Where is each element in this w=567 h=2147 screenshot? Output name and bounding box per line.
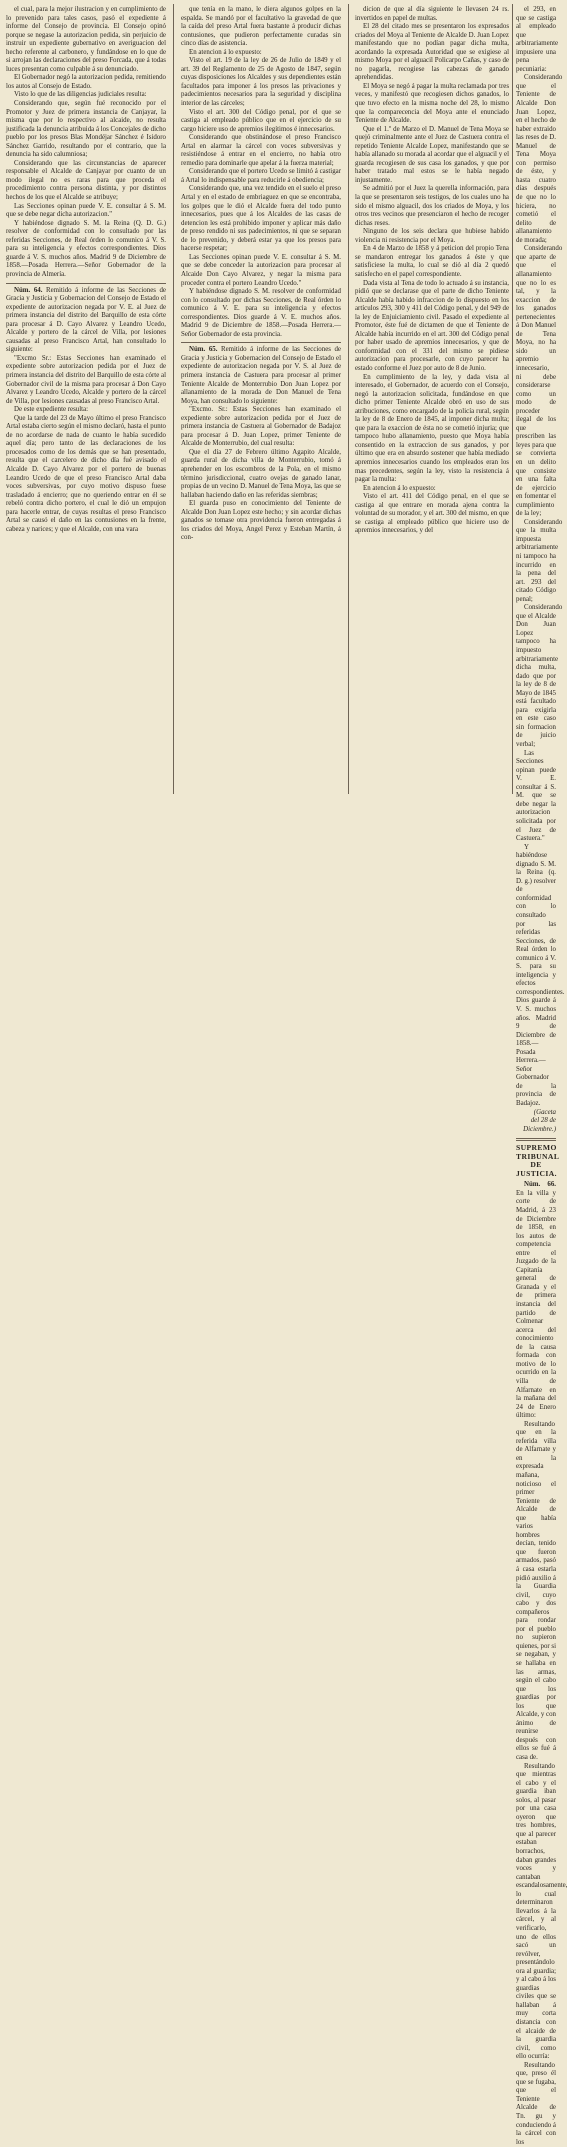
paragraph: el 293, en que se castiga al empleado que arbitrariamente impusiere una pena pecuniaria: — [516, 6, 559, 73]
article-text: Remitido á informe de las Secciones de Gracia y Justicia y Gobernacion del Consejo de Estado el expediente de autorizacion negada por V. E. al Juez de primera instancia del distrito del Barquillo de esta córte para procesar á D. Cayo Alvarez y Leandro Ucedo, Alcalde y portero de la cárcel de Villa, por lesiones causadas al preso Francisco Artal, han consultado lo siguiente: — [6, 286, 166, 354]
paragraph: Y habiéndose dignado S. M. la Reina (Q. D. G.) resolver de conformidad con lo consultado por las referidas Secciones, de Real órden lo comunico á V. S. para su inteligencia y efectos correspondientes. Dios guarde á V. S. muchos años. Madrid 9 de Diciembre de 1858.—Posada Herrera.—Señor Gobernador de la provincia de Almería. — [6, 219, 166, 278]
paragraph: El Moya se negó á pagar la multa reclamada por tres veces, y manifestó que recogiesen dichos ganados, lo que tuvo efecto en la misma noche del 28, lo mismo que la comparecencia del Moya ante el enunciado Teniente de Alcalde. — [355, 82, 509, 125]
paragraph: Visto lo que de las diligencias judiciales resulta: — [14, 91, 147, 99]
paragraph: Dada vista al Tena de todo lo actuado á su instancia, pidió que se declarase que el parte de dicho Teniente Alcalde había habido infraccion de lo dispuesto en los artículos 293, 300 y 411 del Código penal, y del 949 de la ley de Enjuiciamiento civil. Pasado el expediente al Promotor, éste fué de dictamen de que el Teniente de Alcalde había incurrido en el art. 300 del Código penal por haber usado de apremios innecesarios, y que de conformidad con el 331 del mismo se pidiese autorizacion para procesarle, con cuyo parecer ha estado conforme el Juez por auto de 8 de Junio. — [355, 279, 509, 372]
column-rule — [512, 4, 513, 794]
article-text: En la villa y corte de Madrid, á 23 de Diciembre de 1858, en los autos de competencia entre el Juzgado de la Capitanía general de Granada y el de primera instancia del partido de Colmenar acerca del conocimiento de la causa formada con motivo de lo ocurrido en la villa de Alfarnate en la mañana del 24 de Enero último: — [516, 1189, 556, 1420]
paragraph — [6, 287, 166, 355]
paragraph: Resultando que en la referida villa de Alfarnate y en la expresada mañana, noticioso el primer Teniente de Alcalde de que había varios hombres decían, tenido que fueron armados, pasó á casa estarla pidió auxilio á la Guardia civil, cuyo cabo y dos compañeros para rondar por el pueblo no supieron quienes, por si se negaban, y se hallaba en las armas, según el cabo que los guardias por los que Alcalde, y con ánimo de reunirse después con ellos se fué á casa de. — [516, 1420, 556, 1762]
paragraph: Considerando que aparte de que el allanamiento que no lo es tal, y la exaccion de los ganados pertenecientes á Don Manuel de Tena Moya, no ha sido un apremio innecesario, ni debe considerarse como un modo de proceder ilegal de los que prescriben las leyes para que se convierta en un delito que consiste en una falta de ejercicio en fomentar el cumplimiento de la ley; — [516, 245, 563, 518]
paragraph: Considerando que la multa impuesta arbitrariamente ni tampoco ha incurrido en la pena del art. 293 del citado Código penal; — [516, 518, 563, 603]
paragraph: De este expediente resulta: — [14, 406, 89, 414]
text-column-1 — [6, 6, 166, 792]
article-number: Núm. 65. — [189, 346, 218, 354]
paragraph: dicion de que al día siguiente le llevasen 24 rs. invertidos en papel de multas. — [355, 6, 509, 22]
paragraph: En atencion á lo expuesto: — [189, 48, 262, 56]
paragraph: "Excmo. Sr.: Estas Secciones han examinado el expediente sobre autorizacion pedida por el Juez de primera instancia de Castuera al Gobernador de Badajoz para procesar á D. Juan Lopez, primer Teniente de Alcalde de Monterrubio, del cual resulta: — [181, 406, 341, 448]
paragraph: El guarda puso en conocimiento del Teniente de Alcalde Don Juan Lopez este hecho; y sin acordar dichas ganados se tomase otra providencia fueron entregadas á los criados del Moya, Angel Perez y Esteban Martín, á con- — [181, 500, 341, 542]
paragraph: Considerando que, según fué reconocido por el Promotor y Juez de primera instancia de Canjayar, la misma que por lo respectivo al alcaide, no resulta justificada la denuncia atribuida á los Concejales de dicho pueblo por los presos Blas Mondéjar Sánchez é Isidoro Sánchez Garrido, resultando por el contrario, que la denuncia ha sido calumniosa; — [6, 100, 166, 159]
paragraph: "Excmo Sr.: Estas Secciones han examinado el expediente sobre autorizacion pedida por el Juez de primera instancia del distrito del Barquillo de esta córte al Gobernador civil de la misma para procesar á Don Cayo Alvarez y Leandro Ucedo, Alcalde y portero de la cárcel de Villa, por lesiones causadas al preso Francisco Artal. — [6, 354, 166, 405]
paragraph: Que la tarde del 23 de Mayo último el preso Francisco Artal estaba cierto según el mismo declaró, hasta el punto de no acordarse de nada de cuanto le había sucedido aquel día; pero tanto de las declaraciones de los procesados como de los demás que se han presentado, resulta que el carcelero de dicho día fué avisado el Alcalde D. Cayo Alvarez por el portero de buenas Leandro Ucedo de que el preso Francisco Artal daba voces subversivas, por cuyo motivo dispuso fuese trasladado á encierro; que no queriendo entrar en él se rebeló contra dicho portero, el cual le dió un empujon para hacerle entrar, de cuyas resultas el preso Francisco Artal se causó el daño en las contusiones en la frente, cabeza y narices; y que el Alcalde, con una vara — [6, 414, 166, 533]
paragraph: Se admitió por el Juez la querella información, para la que se presentaron seis testigos, de los cuales uno ha sido el mismo alguacil, dos los criados de Moya, y los otros tres vecinos que presenciaron el hecho de recoger dichas reses. — [355, 185, 509, 227]
text-column-2 — [181, 6, 341, 792]
article-text: Remitido á informe de las Secciones de Gracia y Justicia y Gobernacion del Consejo de Estado el expediente de autorizacion negada por V. S. al Juez de primera instancia de Castuera para procesar al primer Teniente Alcalde de Monterrubio Don Juan Lopez por allanamiento de la morada de Don Manuel de Tena Moya, han consultado lo siguiente: — [181, 346, 341, 405]
text-column-3 — [355, 6, 509, 792]
paragraph: Las Secciones opinan puede V. E. consultar á S. M. que se debe conceder la autorizacion para procesar al Alcaide Don Cayo Alvarez, y negar la misma para proceder contra el portero Leandro Ucedo." — [181, 253, 341, 287]
section-divider — [516, 1138, 556, 1141]
paragraph — [516, 1181, 556, 1420]
article-number: Núm. 64. — [14, 286, 43, 294]
column-rule — [348, 4, 349, 794]
paragraph: En cumplimiento de la ley, y dada vista al interesado, el Gobernador, de acuerdo con el Consejo, negó la autorizacion solicitada, fundándose en que dicho primer Teniente Alcalde obró en uso de sus atribuciones, como encargado de la policía rural, según la ley de 8 de Enero de 1845, al imponer dicha multa; que para la exaccion de ésta no se cometió injuria; que tampoco hubo allanamiento, puesto que Moya había consentido en la extraccion de sus ganados, y por último que era en absurdo sostener que había mediado apremios innecesarios cuando los empleados eran los mas precedentes, según la ley, visto la resistencia á pagar la multa: — [355, 373, 509, 484]
article-number: Núm. 66. — [524, 1181, 556, 1189]
paragraph: Que el día 27 de Febrero último Agapito Alcalde, guarda rural de dicha villa de Monterrubio, tomó á aprehender en los escombros de la Pola, en el mismo término jurisdiccional, cuatro ovejas de ganado lanar, propias de un vecino D. Manuel de Tena Moya, las que se hallaban haciendo daño en las referidas siembras; — [181, 448, 341, 499]
section-divider — [6, 283, 166, 284]
paragraph: Resultando que, preso él que se fugaba, que el Teniente Alcalde de Tn. gu y conduciendo á la cárcel con los — [516, 2061, 556, 2146]
paragraph: El Gobernador negó la autorizacion pedida, remitiendo los autos al Consejo de Estado. — [6, 74, 166, 90]
paragraph: En atencion á lo expuesto: — [363, 484, 436, 492]
paragraph: Y habiéndose dignado S. M. resolver de conformidad con lo consultado por dichas Secciones, de Real órden lo comunico á V. E. para su inteligencia y efectos correspondientes. Dios guarde á V. E. muchos años. Madrid 9 de Diciembre de 1858.—Posada Herrera.—Señor Gobernador de esta provincia. — [181, 288, 341, 338]
paragraph — [181, 346, 341, 406]
paragraph: Visto el art. 19 de la ley de 26 de Julio de 1849 y el art. 39 del Reglamento de 25 de Agosto de 1847, según cuyas disposiciones los Alcaldes y sus dependientes están facultados para imponer á los presos las privaciones y padecimientos necesarios para la seguridad y disciplina interior de las cárceles; — [181, 57, 341, 108]
paragraph: el cual, para la mejor ilustracion y en cumplimiento de lo prevenido para tales casos, pasó el expediente á informe del Consejo de provincia. El Consejo opinó porque se negase la autorizacion pedida, sin perjuicio de instruir un expediente gubernativo en averiguacion del hecho referente al carbonero, y fundándose en lo que de si arrojan las declaraciones del preso Forcada, que á todas luces presentan como culpable á su denunciado. — [6, 6, 166, 73]
paragraph: El 28 del citado mes se presentaron los expresados criados del Moya al Teniente de Alcalde D. Juan Lopez manifestando que no podían pagar dicha multa, acordando la expresada Autoridad que se exigiese al mismo Moya por el alguacil Policarpo Cañas, y caso de no pagarla, recogiese las cabezas de ganado aprehendidas. — [355, 23, 509, 82]
paragraph: Las Secciones opinan puede V. E. consultar á S. M. que se debe negar la autorizacion solicitada por el Juez de Castuera." — [516, 749, 556, 843]
paragraph: Considerando que obstinándose el preso Francisco Artal en alarmar la cárcel con voces subversivas y resistiéndose á entrar en el encierro, no había otro remedio para dominarle que apelar á la fuerza material; — [181, 134, 341, 167]
paragraph: Y habiéndose dignado S. M. la Reina (q. D. g.) resolver de conformidad con lo consultado por las referidas Secciones, de Real órden lo comunico á V. S. para su inteligencia y efectos correspondientes. Dios guarde á V. S. muchos años. Madrid 9 de Diciembre de 1858.—Posada Herrera.—Señor Gobernador de la provincia de Badajoz. — [516, 843, 565, 1107]
paragraph: Que el 1.º de Marzo el D. Manuel de Tena Moya se quejó criminalmente ante el Juez de Castuera contra el repetido Teniente Alcalde Lopez, manifestando que se había allanado su morada al acordar que el alguacil y el guarda recogiesen de sus casa los ganados, y que por haber tratado mal estos se le había negado injustamente. — [355, 125, 509, 184]
column-rule — [173, 4, 174, 794]
paragraph: que tenía en la mano, le diera algunos golpes en la espalda. Se mandó por el facultativo la gravedad de que la caída del preso Artal fuera bastante á producir dichas contusiones, que pudieron perfectamente curadas sin cinco días de asistencia. — [181, 6, 341, 48]
paragraph: Considerando que el Alcalde Don Juan Lopez tampoco ha impuesto arbitrariamente dicha multa, dado que por la ley de 8 de Mayo de 1845 está facultado para exigirla en este caso sin formacion de juicio verbal; — [516, 604, 563, 749]
paragraph: En 4 de Marzo de 1858 y á peticion del propio Tena se mandaron entregar los ganados á éste y que satisficiese la multa, lo cual se dió al día 2 quedó satisfecho en el papel correspondiente. — [355, 245, 509, 278]
text-column-4 — [516, 6, 567, 2146]
section-heading: SUPREMO TRIBUNAL DE JUSTICIA. — [516, 1143, 560, 1178]
paragraph: Resultando que mientras el cabo y el guardia iban solos, al pasar por una casa oyeron que tres hombres, que al parecer estaban borrachos, daban grandes voces y cantaban escandalosamente, lo cual determinaron llevarlos á la cárcel, y al verificarlo, uno de ellos sacó un revólver, presentándolo ora al guardia; y al cabo á los guardias civiles que se hallaban á muy corta distancia con el alcaide de la guardia civil, como ello ocurría: — [516, 1762, 567, 2061]
paragraph: Considerando que el portero Ucedo se limitó á castigar á Artal lo indispensable para reducirle á obediencia; — [181, 168, 341, 184]
paragraph: Las Secciones opinan puede V. E. consultar á S. M. que se debe negar dicha autorizacion." — [6, 202, 166, 219]
paragraph: Visto el art. 300 del Código penal, por el que se castiga al empleado público que en el ejercicio de su cargo hiciere uso de apremios ilegítimos é innecesarios. — [181, 108, 341, 133]
section-divider — [181, 342, 341, 343]
paragraph: Visto el art. 411 del Código penal, en el que se castiga al que entrare en morada ajena contra la voluntad de su morador, y el art. 300 del mismo, en que se castiga al empleado público que hiciere uso de apremios innecesarios, y del — [355, 493, 509, 535]
paragraph: Considerando que, una vez tendido en el suelo el preso Artal y en el estado de embriaguez en que se encontraba, los golpes que le dió el Alcalde fuera del todo punto innecesarios, pues que á los Alcaldes de las casas de detencion les está prohibido imponer y aplicar más daño de preso rendido ni sus padecimientos, ni que se separan de lo prevenido, y deberá estar ya que los presos para hacerse respetar; — [181, 185, 341, 253]
paragraph: Considerando que el Teniente de Alcalde Don Juan Lopez, en el hecho de haber extraido las reses de D. Manuel de Tena Moya con permiso de éste, y hasta cuatro días después de que no lo hiciera, no cometió el delito de allanamiento de morada; — [516, 74, 563, 244]
source-citation: (Gaceta del 28 de Diciembre.) — [523, 1108, 556, 1133]
paragraph: Ninguno de los seis declara que hubiese habido violencia ni resistencia por el Moya. — [355, 228, 509, 244]
paragraph: Considerando que las circunstancias de aparecer responsable el Alcalde de Canjayar por cuanto de un modo ilegal no es raras para que proceda el procedimiento contra persona distinta, y por distintos hechos de los que el Alcalde se atribuye; — [6, 159, 166, 202]
